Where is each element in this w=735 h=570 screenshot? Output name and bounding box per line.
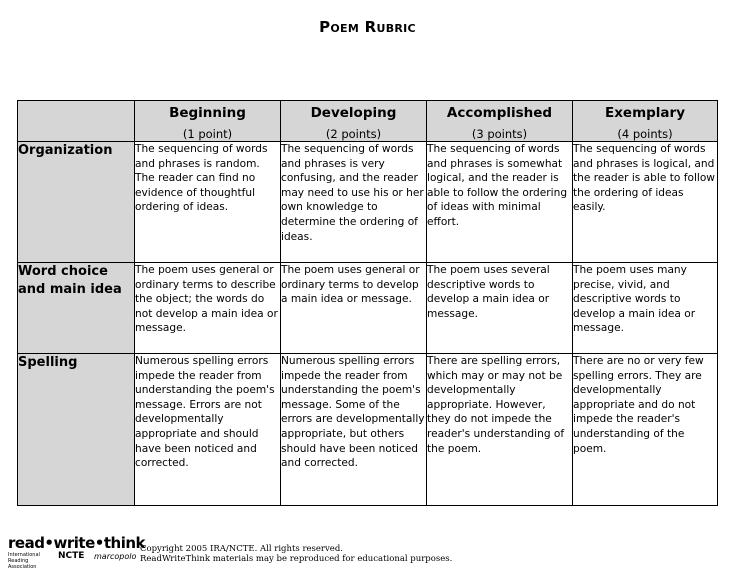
readwritethink-logo: read•write•think — [8, 534, 145, 552]
criterion-label: Spelling — [18, 354, 135, 506]
rubric-cell: There are no or very few spelling errors. They are developmentally appropriate and do not impede the reader's understanding of the poem. — [573, 354, 718, 506]
rubric-cell: The sequencing of words and phrases is random. The reader can find no evidence of thoughtful ordering of ideas. — [135, 142, 281, 263]
rubric-cell: The sequencing of words and phrases is logical, and the reader is able to follow the ordering of ideas easily. — [573, 142, 718, 263]
level-points: (2 points) — [325, 127, 382, 141]
marcopolo-logo: marcopolo — [94, 552, 137, 561]
row-word-choice — [18, 263, 718, 354]
rubric-cell: The sequencing of words and phrases is very confusing, and the reader may need to use his or her own knowledge to determine the ordering of ideas. — [281, 142, 427, 263]
level-points: (3 points) — [471, 127, 528, 141]
ira-label: International Reading Association — [8, 552, 40, 570]
level-name: Accomplished — [446, 105, 553, 121]
rubric-cell: The poem uses general or ordinary terms to describe the object; the words do not develop a main idea or message. — [135, 263, 281, 354]
rubric-cell: Numerous spelling errors impede the reader from understanding the poem's message. Some of the errors are developmentally appropriate, but others should have been noticed and corrected. — [281, 354, 427, 506]
rubric-table — [17, 100, 718, 506]
corner-cell — [18, 101, 135, 142]
footer — [8, 534, 728, 570]
level-points: (4 points) — [617, 127, 673, 141]
rubric-cell: The poem uses several descriptive words to develop a main idea or message. — [427, 263, 573, 354]
level-name: Developing — [310, 105, 397, 121]
copyright-notice — [140, 544, 452, 564]
rubric-cell: The poem uses general or ordinary terms to develop a main idea or message. — [281, 263, 427, 354]
level-beginning — [135, 101, 281, 142]
page-title: Poem Rubric — [319, 18, 416, 36]
rubric-cell: The sequencing of words and phrases is somewhat logical, and the reader is able to follow the ordering of ideas with minimal effort. — [427, 142, 573, 263]
ncte-logo: NCTE — [58, 551, 85, 561]
level-exemplary — [573, 101, 718, 142]
copyright-line: Copyright 2005 IRA/NCTE. All rights reserved. — [140, 544, 343, 554]
level-accomplished — [427, 101, 573, 142]
level-name: Beginning — [169, 105, 246, 121]
level-points: (1 point) — [182, 127, 233, 141]
rubric-cell: There are spelling errors, which may or may not be developmentally appropriate. However, they do not impede the reader's understanding of the poem. — [427, 354, 573, 506]
rubric-cell: Numerous spelling errors impede the reader from understanding the poem's message. Errors are not developmentally appropriate and should have been noticed and corrected. — [135, 354, 281, 506]
reproduce-line: ReadWriteThink materials may be reproduced for educational purposes. — [140, 554, 453, 564]
header-row — [18, 101, 718, 142]
level-name: Exemplary — [604, 105, 685, 121]
rubric-cell: The poem uses many precise, vivid, and descriptive words to develop a main idea or message. — [573, 263, 718, 354]
level-developing — [281, 101, 427, 142]
criterion-label: Organization — [18, 142, 135, 263]
criterion-label: Word choice and main idea — [18, 263, 135, 354]
row-spelling — [18, 354, 718, 506]
row-organization — [18, 142, 718, 263]
